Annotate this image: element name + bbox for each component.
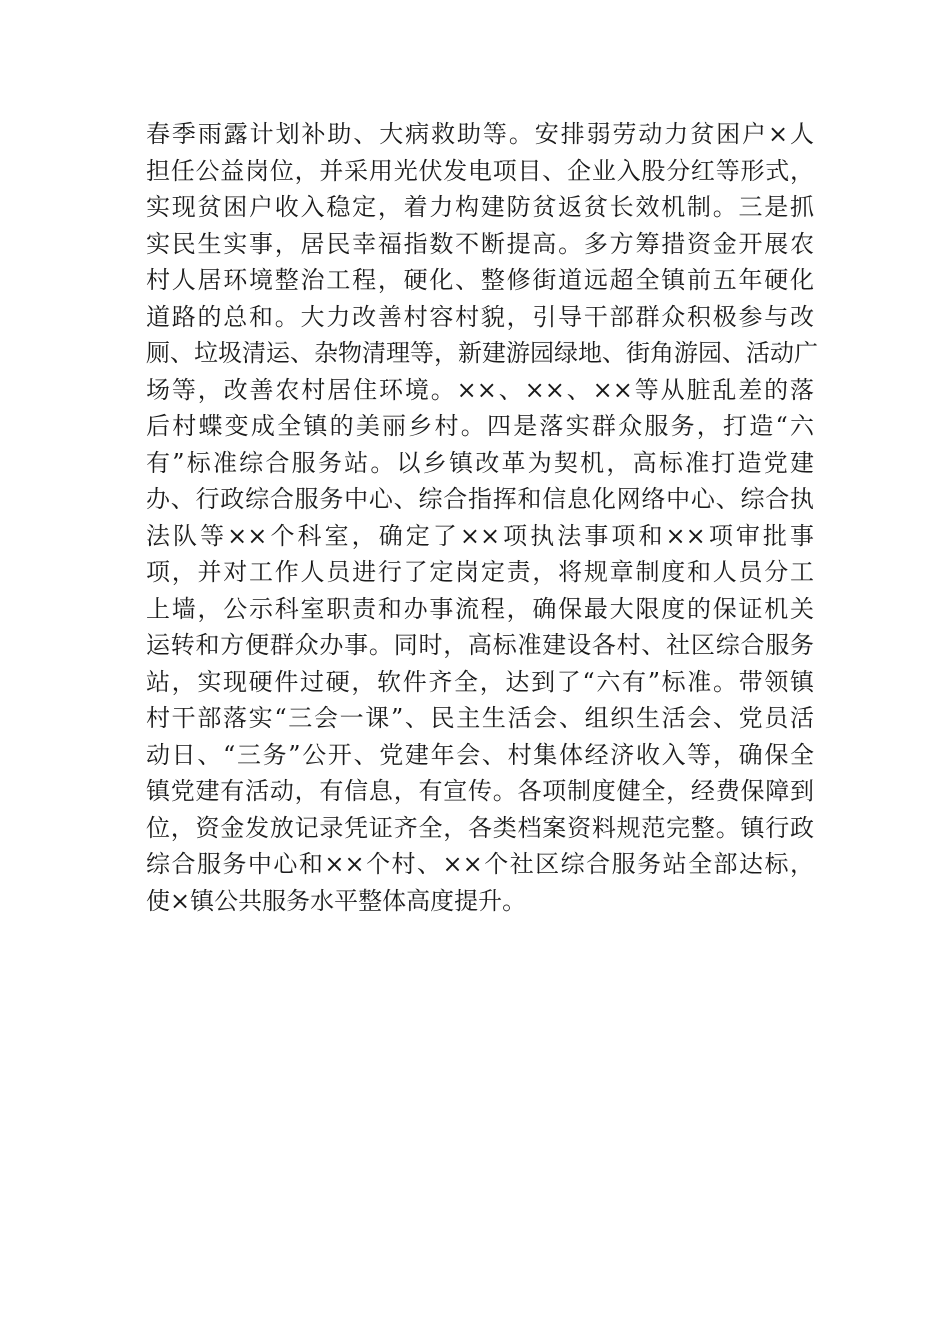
text-line: 位，资金发放记录凭证齐全，各类档案资料规范完整。镇行政 [146, 813, 814, 842]
text-line: 实现贫困户收入稳定，着力构建防贫返贫长效机制。三是抓 [146, 193, 814, 221]
text-line: 有”标准综合服务站。以乡镇改革为契机，高标准打造党建 [146, 448, 814, 477]
text-line: 运转和方便群众办事。同时，高标准建设各村、社区综合服务 [146, 631, 814, 659]
text-line: 场等，改善农村居住环境。××、××、××等从脏乱差的落 [146, 375, 814, 404]
text-line: 厕、垃圾清运、杂物清理等，新建游园绿地、街角游园、活动广 [146, 339, 818, 367]
text-line: 实民生实事，居民幸福指数不断提高。多方筹措资金开展农 [146, 229, 814, 258]
text-line: 综合服务中心和××个村、××个社区综合服务站全部达标， [146, 850, 814, 878]
text-line: 村干部落实“三会一课”、民主生活会、组织生活会、党员活 [146, 704, 814, 732]
text-line: 使×镇公共服务水平整体高度提升。 [146, 886, 527, 915]
text-line: 法队等××个科室，确定了××项执法事项和××项审批事 [146, 521, 814, 550]
text-line: 站，实现硬件过硬，软件齐全，达到了“六有”标准。带领镇 [146, 667, 814, 696]
text-line: 担任公益岗位，并采用光伏发电项目、企业入股分红等形式， [146, 156, 814, 185]
text-line: 办、行政综合服务中心、综合指挥和信息化网络中心、综合执 [146, 485, 814, 513]
text-line: 春季雨露计划补助、大病救助等。安排弱劳动力贫困户×人 [146, 120, 814, 148]
body-paragraph [146, 116, 818, 919]
text-line: 动日、“三务”公开、党建年会、村集体经济收入等，确保全 [146, 740, 814, 769]
text-line: 上墙，公示科室职责和办事流程，确保最大限度的保证机关 [146, 594, 814, 623]
text-line: 村人居环境整治工程，硬化、整修街道远超全镇前五年硬化 [146, 266, 814, 294]
text-line: 后村蝶变成全镇的美丽乡村。四是落实群众服务，打造“六 [146, 412, 814, 440]
text-line: 项，并对工作人员进行了定岗定责，将规章制度和人员分工 [146, 558, 814, 586]
text-line: 道路的总和。大力改善村容村貌，引导干部群众积极参与改 [146, 302, 814, 331]
text-line: 镇党建有活动，有信息，有宣传。各项制度健全，经费保障到 [146, 777, 814, 805]
